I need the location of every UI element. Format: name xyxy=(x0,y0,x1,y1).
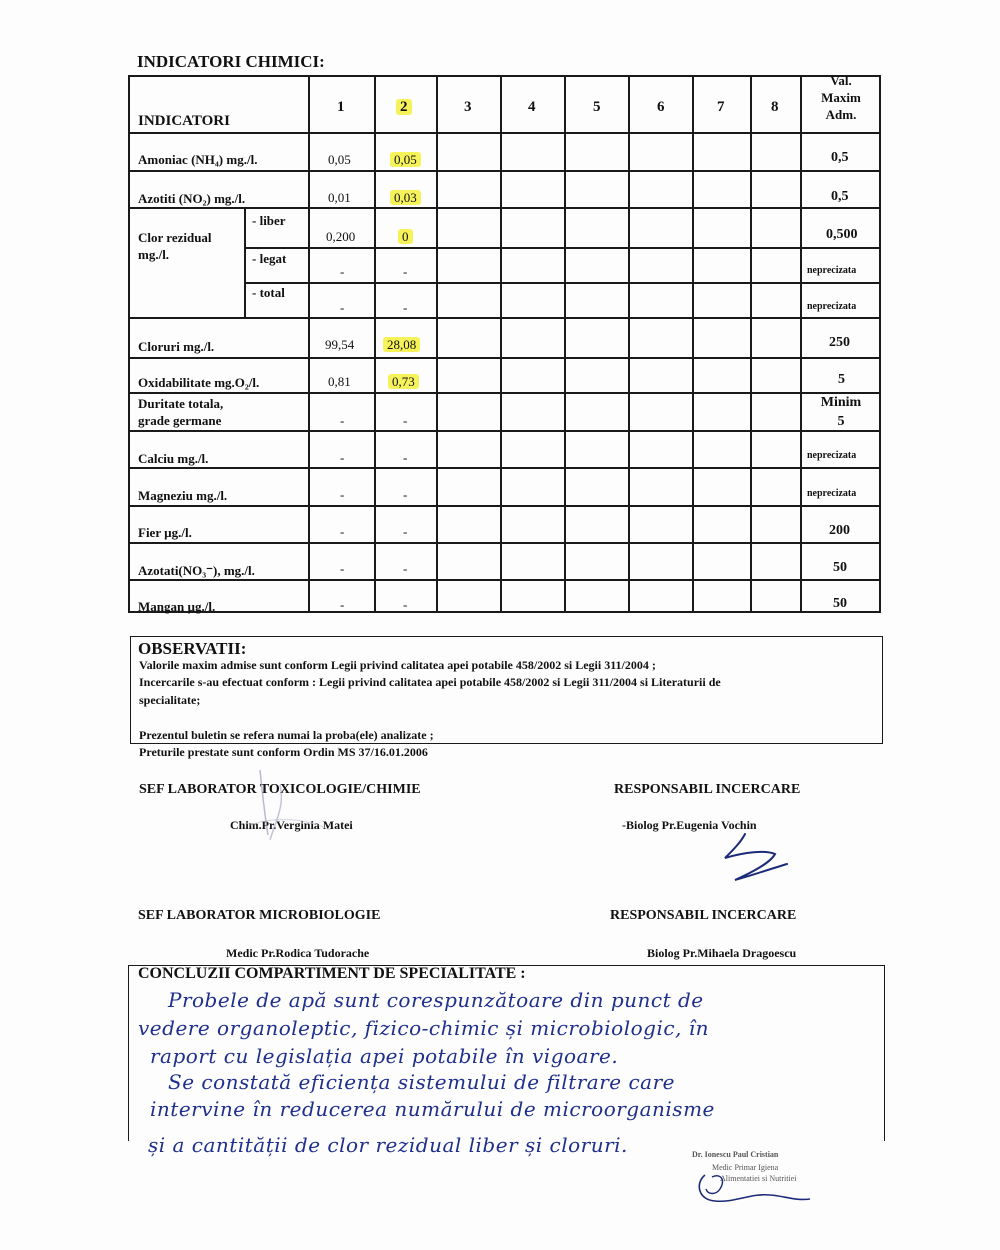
chemistry-lab-head-title: SEF LABORATOR TOXICOLOGIE/CHIMIE xyxy=(139,782,421,797)
cell-max: 200 xyxy=(829,523,850,538)
handwritten-conclusion-line: Probele de apă sunt corespunzătoare din punct de xyxy=(168,988,704,1012)
faded-signature-mark xyxy=(180,760,380,850)
column-header-3: 3 xyxy=(464,99,472,115)
row-label-amoniac: Amoniac (NH₄) mg./l. xyxy=(138,152,258,167)
cell-value: - xyxy=(403,487,408,502)
observation-line: Preturile prestate sunt conform Ordin MS 37/16.01.2006 xyxy=(139,745,428,759)
row-label-oxidabilitate: Oxidabilitate mg.O₂/l. xyxy=(138,375,260,390)
sub-label-liber: - liber xyxy=(252,213,286,228)
responsible-title-2: RESPONSABIL INCERCARE xyxy=(610,908,797,923)
section-title: INDICATORI CHIMICI: xyxy=(137,52,325,71)
cell-value: - xyxy=(340,524,345,539)
cell-max: 5 xyxy=(838,372,845,387)
handwritten-conclusion-line: vedere organoleptic, fizico-chimic și microbiologic, în xyxy=(138,1016,710,1040)
cell-value: - xyxy=(340,264,345,279)
cell-value-highlighted: 0,05 xyxy=(390,152,421,167)
cell-value-highlighted: 0,03 xyxy=(390,190,421,205)
cell-max: neprecizata xyxy=(807,265,857,276)
cell-max: 0,5 xyxy=(831,189,849,204)
cell-max: 50 xyxy=(833,560,847,575)
row-label-calciu: Calciu mg./l. xyxy=(138,451,209,466)
cell-value: - xyxy=(403,524,408,539)
sub-label-legat: - legat xyxy=(252,251,287,266)
column-header-2: 2 xyxy=(396,99,412,115)
cell-max: Minim 5 xyxy=(820,395,862,429)
cell-max: 50 xyxy=(833,596,847,611)
row-label-cloruri: Cloruri mg./l. xyxy=(138,339,215,354)
cell-max: neprecizata xyxy=(807,301,857,312)
cell-value: 0,01 xyxy=(328,190,351,205)
column-header-1: 1 xyxy=(337,99,345,115)
cell-value: - xyxy=(340,413,345,428)
cell-value: 0,200 xyxy=(326,229,356,244)
conclusions-title: CONCLUZII COMPARTIMENT DE SPECIALITATE : xyxy=(138,965,526,982)
doctor-signature xyxy=(690,1165,820,1210)
row-label-mangan: Mangan µg./l. xyxy=(138,599,216,614)
signature-vochin xyxy=(705,828,805,890)
chemistry-lab-head-name: Chim.Pr.Verginia Matei xyxy=(230,818,353,832)
column-header-8: 8 xyxy=(771,99,779,115)
cell-value: 99,54 xyxy=(325,337,355,352)
observation-line: Valorile maxim admise sunt conform Legii privind calitatea apei potabile 458/2002 si Legii 311/2004 ; xyxy=(139,658,656,672)
cell-max: 0,500 xyxy=(826,227,858,242)
cell-value: - xyxy=(340,597,345,612)
observation-line: Incercarile s-au efectuat conform : Legii privind calitatea apei potabile 458/2002 si Legii 311/2004 si Literaturii de xyxy=(139,675,721,689)
observation-line: specialitate; xyxy=(139,693,201,707)
responsible-name-1: -Biolog Pr.Eugenia Vochin xyxy=(622,818,757,832)
cell-value: - xyxy=(403,561,408,576)
cell-value: - xyxy=(403,264,408,279)
cell-value: - xyxy=(403,300,408,315)
column-header-4: 4 xyxy=(528,99,536,115)
observation-line: Prezentul buletin se refera numai la proba(ele) analizate ; xyxy=(139,728,434,742)
column-header-5: 5 xyxy=(593,99,601,115)
cell-max: neprecizata xyxy=(807,450,857,461)
row-label-fier: Fier µg./l. xyxy=(138,525,192,540)
column-header-6: 6 xyxy=(657,99,665,115)
column-header-7: 7 xyxy=(717,99,725,115)
row-label-azotati: Azotati(NO₃⁻), mg./l. xyxy=(138,563,255,578)
stamp-line: Dr. Ionescu Paul Cristian xyxy=(692,1150,779,1159)
row-label-magneziu: Magneziu mg./l. xyxy=(138,488,228,503)
stamp-line: Alimentatiei si Nutritiei xyxy=(720,1174,797,1183)
stamp-line: Medic Primar Igiena xyxy=(712,1163,779,1172)
cell-max: 250 xyxy=(829,335,850,350)
responsible-name-2: Biolog Pr.Mihaela Dragoescu xyxy=(647,946,797,960)
handwritten-conclusion-line: și a cantității de clor rezidual liber și cloruri. xyxy=(148,1133,628,1157)
sub-label-total: - total xyxy=(252,285,285,300)
cell-value: - xyxy=(403,597,408,612)
cell-value-highlighted: 0 xyxy=(398,229,413,244)
cell-value-highlighted: 0,73 xyxy=(388,374,419,389)
max-value-header: Val. Maxim Adm. xyxy=(821,73,861,122)
cell-value: 0,05 xyxy=(328,152,351,167)
cell-value: - xyxy=(340,300,345,315)
indicators-header: INDICATORI xyxy=(138,113,230,129)
cell-value: - xyxy=(340,450,345,465)
observations-title: OBSERVATII: xyxy=(138,639,247,658)
row-label-clor-rezidual: Clor rezidual xyxy=(138,230,212,245)
handwritten-conclusion-line: intervine în reducerea numărului de microorganisme xyxy=(150,1097,715,1121)
handwritten-conclusion-line: Se constată eficiența sistemului de filtrare care xyxy=(168,1070,675,1094)
microbiology-lab-head-title: SEF LABORATOR MICROBIOLOGIE xyxy=(138,908,381,923)
handwritten-conclusion-line: raport cu legislația apei potabile în vigoare. xyxy=(150,1044,619,1068)
cell-max: 0,5 xyxy=(831,150,849,165)
row-label-duritate: Duritate totala, xyxy=(138,396,224,411)
cell-value: 0,81 xyxy=(328,374,351,389)
row-label-duritate-unit: grade germane xyxy=(138,413,222,428)
cell-max: neprecizata xyxy=(807,488,857,499)
row-label-clor-unit: mg./l. xyxy=(138,247,170,262)
microbiology-lab-head-name: Medic Pr.Rodica Tudorache xyxy=(226,946,370,960)
cell-value: - xyxy=(340,561,345,576)
responsible-title-1: RESPONSABIL INCERCARE xyxy=(614,782,801,797)
cell-value: - xyxy=(340,487,345,502)
cell-value-highlighted: 28,08 xyxy=(383,337,420,352)
chemical-indicators-table xyxy=(128,75,881,613)
cell-value: - xyxy=(403,450,408,465)
row-label-azotiti: Azotiti (NO₂) mg./l. xyxy=(138,191,246,206)
cell-value: - xyxy=(403,413,408,428)
